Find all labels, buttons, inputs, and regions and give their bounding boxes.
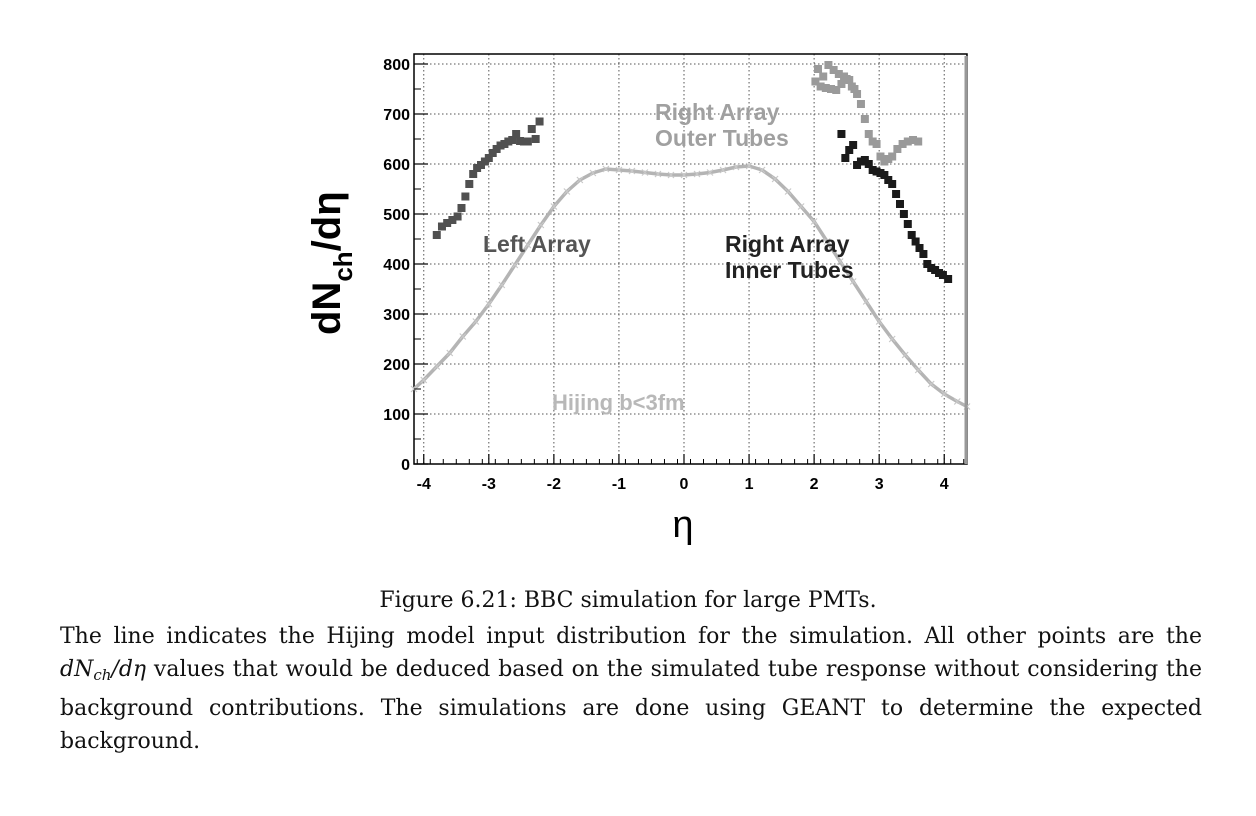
x-tick-label: 2 [809,476,819,493]
right-outer-point [873,140,881,148]
annotation-hijing: Hijing b<3fm [552,390,685,415]
right-inner-point [849,141,857,149]
x-tick-label: -4 [416,476,431,493]
left-array-point [461,193,469,201]
right-inner-point [919,250,927,258]
figure-caption-title: Figure 6.21: BBC simulation for large PMTs. [379,588,877,613]
y-tick-label: 800 [383,57,410,74]
left-array-point [433,231,441,239]
x-axis-label: η [672,504,694,546]
y-tick-label: 200 [383,357,410,374]
x-tick-label: 4 [939,476,949,493]
left-array-point [528,125,536,133]
right-outer-point [857,100,865,108]
hijing-curve [414,166,967,407]
right-outer-point [819,73,827,81]
right-outer-point [861,115,869,123]
annotation-right-inner-1: Right Array [725,231,850,257]
right-inner-point [841,154,849,162]
right-inner-point [904,220,912,228]
x-tick-label: 1 [744,476,754,493]
caption-math-rest: /dη [111,657,147,682]
y-tick-label: 700 [383,107,410,124]
right-inner-point [944,275,952,283]
annotation-right-outer-1: Right Array [655,99,780,125]
y-tick-label: 0 [401,457,410,474]
right-outer-point [814,65,822,73]
annotation-left-array: Left Array [483,231,591,257]
x-tick-label: -2 [546,476,561,493]
right-outer-point [853,90,861,98]
right-outer-point [914,138,922,146]
y-tick-label: 500 [383,207,410,224]
left-array-point [532,135,540,143]
left-array-point [454,213,462,221]
y-axis-label [305,191,358,335]
x-tick-label: -3 [481,476,496,493]
hijing-series [411,163,970,410]
annotation-right-outer-2: Outer Tubes [655,125,789,151]
right-inner-point [900,210,908,218]
x-tick-label: -1 [611,476,627,493]
caption-text-1: The line indicates the Hijing model input distribution for the simulation. All other points are the [60,624,1202,649]
right-inner-point [896,200,904,208]
caption-math-d: dN [60,657,94,682]
svg-text:dNch/dη: $dN_{ch}/d\eta$ [305,191,358,335]
y-tick-label: 100 [383,407,410,424]
right-inner-point [888,180,896,188]
x-tick-label: 3 [874,476,884,493]
left-array-point [457,204,465,212]
right-inner-point [837,130,845,138]
y-tick-label: 600 [383,157,410,174]
y-tick-label: 300 [383,307,410,324]
right-outer-point [888,153,896,161]
left-array-point [512,130,520,138]
figure-caption-body [60,620,1202,758]
y-tick-label: 400 [383,257,410,274]
left-array-point [536,118,544,126]
left-array-point [524,138,532,146]
x-tick-label: 0 [679,476,689,493]
left-array-point [465,180,473,188]
caption-text-2: values that would be deduced based on the simulated tube response without considering the background contributions. The simulations are done using GEANT to determine the expected background. [60,657,1202,754]
right-inner-point [892,190,900,198]
annotation-right-inner-2: Inner Tubes [725,257,854,283]
caption-math-sub: ch [93,666,112,684]
right-outer-point [865,130,873,138]
